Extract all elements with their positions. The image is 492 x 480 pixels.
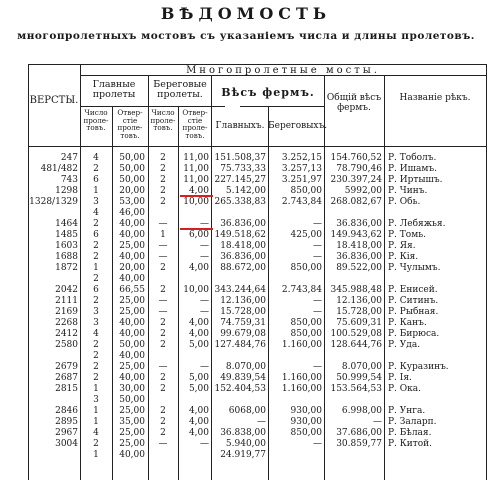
cell-versts: 2815 <box>55 384 78 394</box>
cell-river: Р. Обь. <box>388 197 421 207</box>
header-count-b: Число проле- товъ. <box>150 108 176 133</box>
header-weight-main: Главныхъ. <box>215 121 265 131</box>
document-subtitle: многопролетныхъ мостовъ съ указаніемъ числа и длины пролетовъ. <box>17 30 475 42</box>
cell-total: 89.522,00 <box>336 263 382 273</box>
cell-weight-bank: 850,00 <box>290 186 322 196</box>
cell-main-count: 2 <box>93 274 99 284</box>
cell-main-opening: 40,00 <box>119 219 145 229</box>
cell-main-count: 2 <box>93 164 99 174</box>
table-row <box>0 153 492 164</box>
table-row <box>0 395 492 406</box>
cell-bank-opening: 11,00 <box>183 164 209 174</box>
cell-bank-opening: 11,00 <box>183 175 209 185</box>
cell-bank-opening: — <box>200 307 209 317</box>
cell-main-opening: 46,00 <box>119 208 145 218</box>
cell-total: 5992,00 <box>344 186 382 196</box>
cell-weight-main: 8.070,00 <box>225 362 266 372</box>
cell-weight-main: 36.836,00 <box>220 219 266 229</box>
cell-river: Р. Бирюса. <box>388 329 440 339</box>
cell-bank-opening: 5,00 <box>188 340 209 350</box>
cell-weight-main: 152.404,53 <box>214 384 266 394</box>
cell-main-opening: 50,00 <box>119 153 145 163</box>
header-subgroup-rule <box>80 106 225 107</box>
cell-main-opening: 25,00 <box>119 406 145 416</box>
cell-weight-bank: — <box>313 296 322 306</box>
cell-main-count: 1 <box>93 450 99 460</box>
header-opening-b: Отвер- стіе проле- товъ. <box>182 108 208 140</box>
cell-weight-bank: — <box>313 439 322 449</box>
table-row <box>0 373 492 384</box>
cell-weight-bank: 850,00 <box>290 318 322 328</box>
cell-main-count: 6 <box>93 285 99 295</box>
table-row <box>0 274 492 285</box>
table-row <box>0 263 492 274</box>
cell-weight-bank: — <box>313 219 322 229</box>
header-bank-spans: Береговые пролеты. <box>153 79 207 100</box>
cell-versts: 1298 <box>55 186 78 196</box>
cell-bank-count: 2 <box>160 417 166 427</box>
cell-river: Р. Томь. <box>388 230 426 240</box>
cell-river: Р. Ія. <box>388 373 412 383</box>
cell-main-opening: 53,00 <box>119 197 145 207</box>
cell-versts: 1603 <box>55 241 78 251</box>
cell-main-opening: 20,00 <box>119 263 145 273</box>
header-total: Общій вѣсъ фермъ. <box>326 93 382 113</box>
cell-main-count: 3 <box>93 318 99 328</box>
header-versts: ВЕРСТЫ. <box>29 95 79 106</box>
cell-river: Р. Енисей. <box>388 285 438 295</box>
cell-main-opening: 25,00 <box>119 241 145 251</box>
cell-weight-main: 36.838,00 <box>220 428 266 438</box>
cell-main-count: 1 <box>93 384 99 394</box>
cell-river: Р. Чинъ. <box>388 186 428 196</box>
cell-main-count: 2 <box>93 241 99 251</box>
cell-main-opening: 40,00 <box>119 351 145 361</box>
cell-versts: 2111 <box>55 296 78 306</box>
cell-river: Р. Лебяжья. <box>388 219 446 229</box>
cell-main-count: 1 <box>93 186 99 196</box>
cell-total: 36.836,00 <box>336 219 382 229</box>
cell-river: Р. Рыбная. <box>388 307 439 317</box>
cell-versts: 3004 <box>55 439 78 449</box>
cell-total: 78.790,46 <box>336 164 382 174</box>
cell-weight-bank: 1.160,00 <box>281 340 322 350</box>
cell-main-opening: 40,00 <box>119 373 145 383</box>
table-row <box>0 406 492 417</box>
cell-main-count: 2 <box>93 439 99 449</box>
cell-versts: 743 <box>60 175 78 185</box>
cell-main-count: 3 <box>93 307 99 317</box>
cell-main-opening: 40,00 <box>119 450 145 460</box>
cell-bank-count: — <box>158 439 168 449</box>
cell-total: 6.998,00 <box>341 406 382 416</box>
cell-bank-count: 2 <box>160 197 166 207</box>
cell-main-count: 2 <box>93 373 99 383</box>
cell-bank-opening: 10,00 <box>183 285 209 295</box>
header-bottom-rule <box>28 146 486 147</box>
header-group: Многопролетные мосты. <box>186 65 380 76</box>
cell-bank-opening: — <box>200 439 209 449</box>
cell-bank-count: — <box>158 252 168 262</box>
cell-main-opening: 40,00 <box>119 252 145 262</box>
cell-weight-main: 36.836,00 <box>220 252 266 262</box>
cell-main-count: 3 <box>93 395 99 405</box>
cell-total: 50.999,54 <box>336 373 382 383</box>
cell-bank-count: 2 <box>160 153 166 163</box>
table-row <box>0 428 492 439</box>
cell-bank-opening: 4,00 <box>188 186 209 196</box>
cell-river: Р. Заларп. <box>388 417 437 427</box>
table-row <box>0 296 492 307</box>
cell-versts: 2687 <box>55 373 78 383</box>
table-row <box>0 340 492 351</box>
cell-main-opening: 25,00 <box>119 428 145 438</box>
red-underline-mark <box>180 228 213 230</box>
cell-total: 149.943,62 <box>330 230 382 240</box>
cell-weight-main: 5.940,00 <box>225 439 266 449</box>
table-row <box>0 230 492 241</box>
cell-river: Р. Уда. <box>388 340 421 350</box>
cell-main-count: 1 <box>93 417 99 427</box>
cell-weight-bank: 425,00 <box>290 230 322 240</box>
table-row <box>0 450 492 461</box>
bridges-table <box>0 56 492 480</box>
cell-main-opening: 50,00 <box>119 164 145 174</box>
cell-total: 75.609,31 <box>336 318 382 328</box>
cell-total: 345.988,48 <box>330 285 382 295</box>
cell-bank-opening: 4,00 <box>188 428 209 438</box>
cell-river: Р. Тоболъ. <box>388 153 437 163</box>
cell-river: Р. Иртышъ. <box>388 175 443 185</box>
cell-weight-main: 12.136,00 <box>220 296 266 306</box>
cell-weight-bank: 2.743,84 <box>281 285 322 295</box>
cell-weight-main: 15.728,00 <box>220 307 266 317</box>
header-main-spans: Главные пролеты <box>92 79 136 100</box>
cell-versts: 2042 <box>55 285 78 295</box>
cell-weight-bank: 850,00 <box>290 428 322 438</box>
cell-versts: 1688 <box>55 252 78 262</box>
cell-versts: 2580 <box>55 340 78 350</box>
cell-main-opening: 35,00 <box>119 417 145 427</box>
cell-bank-opening: — <box>200 362 209 372</box>
cell-bank-opening: 4,00 <box>188 318 209 328</box>
cell-bank-count: 2 <box>160 285 166 295</box>
cell-river: Р. Кія. <box>388 252 419 262</box>
header-river: Названіе рѣкъ. <box>399 93 471 103</box>
cell-main-count: 6 <box>93 230 99 240</box>
cell-main-opening: 30,00 <box>119 384 145 394</box>
cell-main-count: 2 <box>93 219 99 229</box>
cell-river: Р. Китой. <box>388 439 432 449</box>
cell-main-opening: 40,00 <box>119 230 145 240</box>
cell-main-count: 4 <box>93 208 99 218</box>
cell-total: 154.760,52 <box>330 153 382 163</box>
cell-versts: 2679 <box>55 362 78 372</box>
cell-bank-opening: 11,00 <box>183 153 209 163</box>
table-row <box>0 241 492 252</box>
table-row <box>0 439 492 450</box>
cell-weight-main: 75.733,33 <box>220 164 266 174</box>
cell-versts: 1464 <box>55 219 78 229</box>
cell-weight-main: 99.679,08 <box>220 329 266 339</box>
cell-bank-count: — <box>158 219 168 229</box>
cell-main-opening: 25,00 <box>119 439 145 449</box>
cell-bank-opening: 4,00 <box>188 263 209 273</box>
cell-bank-count: 2 <box>160 428 166 438</box>
table-row <box>0 252 492 263</box>
cell-river: Р. Унга. <box>388 406 426 416</box>
cell-bank-count: 1 <box>160 230 166 240</box>
cell-weight-bank: — <box>313 362 322 372</box>
cell-versts: 1485 <box>55 230 78 240</box>
cell-weight-main: 49.839,54 <box>220 373 266 383</box>
cell-weight-main: 265.338,83 <box>214 197 266 207</box>
cell-weight-bank: 930,00 <box>290 406 322 416</box>
cell-weight-main: 151.508,37 <box>214 153 266 163</box>
table-row <box>0 329 492 340</box>
cell-weight-main: 127.484,76 <box>214 340 266 350</box>
cell-river: Р. Яя. <box>388 241 416 251</box>
cell-bank-count: 2 <box>160 406 166 416</box>
cell-versts: 2967 <box>55 428 78 438</box>
red-underline-mark <box>180 195 213 197</box>
cell-weight-bank: 930,00 <box>290 417 322 427</box>
table-row <box>0 219 492 230</box>
cell-versts: 1328/1329 <box>29 197 78 207</box>
cell-river: Р. Ситинъ. <box>388 296 439 306</box>
cell-total: 153.564,53 <box>330 384 382 394</box>
cell-total: — <box>373 417 382 427</box>
cell-weight-main: 149.518,62 <box>214 230 266 240</box>
cell-bank-count: 2 <box>160 329 166 339</box>
cell-versts: 2268 <box>55 318 78 328</box>
cell-main-opening: 40,00 <box>119 318 145 328</box>
header-weight-all: Вѣсъ фермъ. <box>221 86 315 99</box>
cell-main-count: 4 <box>93 329 99 339</box>
cell-versts: 247 <box>60 153 78 163</box>
cell-total: 18.418,00 <box>336 241 382 251</box>
cell-versts: 2846 <box>55 406 78 416</box>
cell-river: Р. Куразинъ. <box>388 362 449 372</box>
cell-main-count: 4 <box>93 153 99 163</box>
cell-bank-count: — <box>158 241 168 251</box>
cell-total: 12.136,00 <box>336 296 382 306</box>
cell-weight-bank: 850,00 <box>290 263 322 273</box>
cell-main-count: 4 <box>93 428 99 438</box>
cell-bank-count: 2 <box>160 340 166 350</box>
cell-total: 8.070,00 <box>341 362 382 372</box>
cell-main-count: 2 <box>93 252 99 262</box>
cell-main-opening: 25,00 <box>119 296 145 306</box>
table-row <box>0 197 492 208</box>
table-row <box>0 318 492 329</box>
cell-main-opening: 50,00 <box>119 340 145 350</box>
cell-bank-opening: — <box>200 241 209 251</box>
cell-main-opening: 40,00 <box>119 274 145 284</box>
cell-versts: 1872 <box>55 263 78 273</box>
table-row <box>0 285 492 296</box>
cell-weight-main: 88.672,00 <box>220 263 266 273</box>
cell-versts: 481/482 <box>40 164 78 174</box>
header-weight-rule <box>240 106 324 107</box>
cell-bank-opening: 5,00 <box>188 384 209 394</box>
cell-bank-opening: 6,00 <box>188 230 209 240</box>
cell-weight-main: 6068,00 <box>228 406 266 416</box>
cell-bank-count: 2 <box>160 384 166 394</box>
cell-river: Р. Чулымъ. <box>388 263 441 273</box>
cell-bank-opening: — <box>200 252 209 262</box>
cell-main-opening: 66,55 <box>119 285 145 295</box>
table-row <box>0 164 492 175</box>
cell-main-count: 2 <box>93 351 99 361</box>
table-row <box>0 307 492 318</box>
cell-bank-opening: 10,00 <box>183 197 209 207</box>
cell-versts: 2169 <box>55 307 78 317</box>
cell-versts: 2895 <box>55 417 78 427</box>
cell-main-count: 2 <box>93 340 99 350</box>
cell-main-count: 2 <box>93 362 99 372</box>
cell-bank-count: 2 <box>160 373 166 383</box>
cell-bank-count: 2 <box>160 175 166 185</box>
cell-bank-count: — <box>158 307 168 317</box>
cell-weight-bank: 2.743,84 <box>281 197 322 207</box>
cell-total: 37.686,00 <box>336 428 382 438</box>
cell-bank-count: 2 <box>160 318 166 328</box>
cell-weight-bank: — <box>313 252 322 262</box>
cell-total: 230.397,24 <box>330 175 382 185</box>
document-title: ВѢДОМОСТЬ <box>160 4 332 23</box>
cell-weight-main: 18.418,00 <box>220 241 266 251</box>
cell-weight-main: 5.142,00 <box>225 186 266 196</box>
header-opening-a: Отвер- стіе проле- товъ. <box>117 108 143 140</box>
cell-river: Р. Канъ. <box>388 318 427 328</box>
cell-weight-bank: — <box>313 241 322 251</box>
cell-total: 100.529,08 <box>330 329 382 339</box>
cell-bank-count: 2 <box>160 164 166 174</box>
table-row <box>0 384 492 395</box>
cell-main-opening: 25,00 <box>119 307 145 317</box>
cell-main-opening: 25,00 <box>119 362 145 372</box>
cell-weight-bank: — <box>313 307 322 317</box>
cell-main-opening: 40,00 <box>119 329 145 339</box>
cell-main-count: 1 <box>93 406 99 416</box>
table-row <box>0 175 492 186</box>
table-row <box>0 362 492 373</box>
cell-versts: 2412 <box>55 329 78 339</box>
cell-bank-count: 2 <box>160 186 166 196</box>
cell-weight-main: 343.244,64 <box>214 285 266 295</box>
cell-main-opening: 20,00 <box>119 186 145 196</box>
cell-main-count: 6 <box>93 175 99 185</box>
table-row <box>0 351 492 362</box>
cell-weight-main: — <box>257 417 266 427</box>
cell-bank-count: 2 <box>160 263 166 273</box>
cell-weight-bank: 1.160,00 <box>281 373 322 383</box>
table-row <box>0 208 492 219</box>
cell-weight-bank: 3.251,97 <box>281 175 322 185</box>
cell-bank-opening: — <box>200 296 209 306</box>
cell-bank-opening: 5,00 <box>188 373 209 383</box>
cell-bank-opening: 4,00 <box>188 406 209 416</box>
header-weight-bank: Береговыхъ. <box>268 121 328 131</box>
cell-bank-opening: 4,00 <box>188 417 209 427</box>
cell-main-count: 3 <box>93 197 99 207</box>
cell-total: 268.082,67 <box>330 197 382 207</box>
cell-weight-bank: 850,00 <box>290 329 322 339</box>
cell-weight-bank: 3.252,15 <box>281 153 322 163</box>
cell-total: 30.859,77 <box>336 439 382 449</box>
table-row <box>0 417 492 428</box>
cell-river: Р. Ишамъ. <box>388 164 437 174</box>
cell-total: 15.728,00 <box>336 307 382 317</box>
cell-bank-count: — <box>158 362 168 372</box>
cell-weight-main: 74.759,31 <box>220 318 266 328</box>
header-count-a: Число проле- товъ. <box>83 108 109 133</box>
cell-weight-bank: 3.257,13 <box>281 164 322 174</box>
cell-main-count: 2 <box>93 296 99 306</box>
cell-weight-main: 24.919,77 <box>220 450 266 460</box>
cell-main-count: 1 <box>93 263 99 273</box>
cell-bank-count: — <box>158 296 168 306</box>
cell-river: Р. Ока. <box>388 384 422 394</box>
cell-total: 36.836,00 <box>336 252 382 262</box>
cell-total: 128.644,76 <box>330 340 382 350</box>
cell-river: Р. Бѣлая. <box>388 428 432 438</box>
cell-bank-opening: 4,00 <box>188 329 209 339</box>
cell-weight-main: 227.145,27 <box>214 175 266 185</box>
cell-weight-bank: 1.160,00 <box>281 384 322 394</box>
cell-bank-opening: — <box>200 219 209 229</box>
cell-main-opening: 50,00 <box>119 395 145 405</box>
table-row <box>0 186 492 197</box>
cell-main-opening: 50,00 <box>119 175 145 185</box>
